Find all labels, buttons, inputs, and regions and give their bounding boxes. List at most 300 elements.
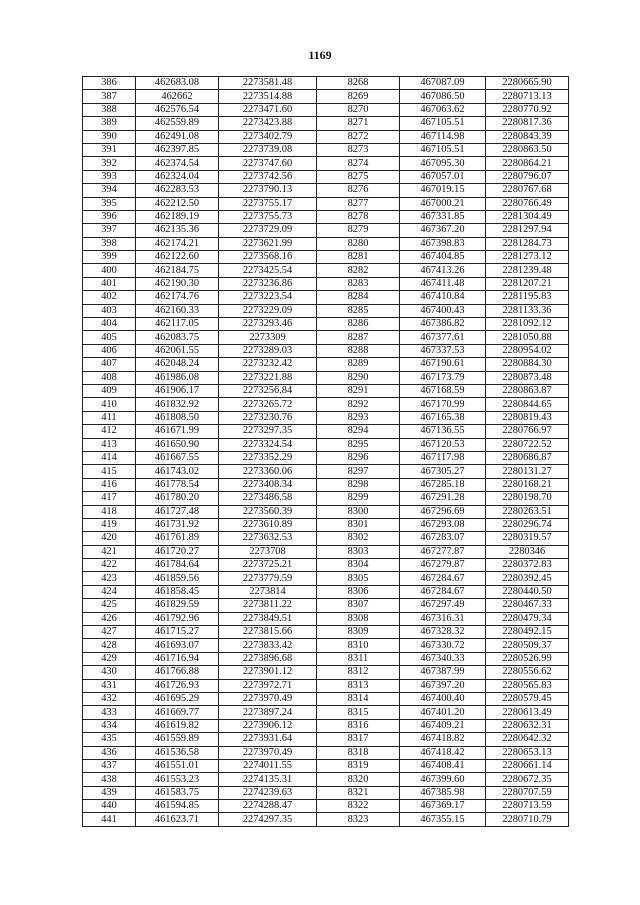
- x-coordinate-cell: 467293.08: [400, 518, 486, 531]
- table-row: [83, 143, 569, 156]
- point-number-cell: 416: [83, 478, 136, 491]
- x-coordinate-cell: 467305.27: [400, 465, 486, 478]
- y-coordinate-cell: 2280168.21: [486, 478, 569, 491]
- point-number-cell: 389: [83, 117, 136, 130]
- page-number: 1169: [308, 48, 332, 62]
- y-coordinate-cell: 2280509.37: [486, 639, 569, 652]
- y-coordinate-cell: 2273708: [219, 545, 317, 558]
- point-number-cell: 8319: [317, 759, 400, 772]
- point-number-cell: 422: [83, 559, 136, 572]
- y-coordinate-cell: 2280766.97: [486, 425, 569, 438]
- point-number-cell: 428: [83, 639, 136, 652]
- point-number-cell: 8299: [317, 492, 400, 505]
- x-coordinate-cell: 461780.20: [136, 492, 219, 505]
- table-row: [83, 157, 569, 170]
- table-row: [83, 572, 569, 585]
- y-coordinate-cell: 2273352.29: [219, 451, 317, 464]
- y-coordinate-cell: 2280346: [486, 545, 569, 558]
- x-coordinate-cell: 467413.26: [400, 264, 486, 277]
- x-coordinate-cell: 462174.76: [136, 291, 219, 304]
- x-coordinate-cell: 462174.21: [136, 237, 219, 250]
- point-number-cell: 8322: [317, 800, 400, 813]
- y-coordinate-cell: 2273970.49: [219, 692, 317, 705]
- table-row: [83, 518, 569, 531]
- x-coordinate-cell: 467418.82: [400, 733, 486, 746]
- point-number-cell: 8317: [317, 733, 400, 746]
- x-coordinate-cell: 462117.05: [136, 318, 219, 331]
- x-coordinate-cell: 467377.61: [400, 331, 486, 344]
- x-coordinate-cell: 462160.33: [136, 304, 219, 317]
- point-number-cell: 392: [83, 157, 136, 170]
- y-coordinate-cell: 2273610.89: [219, 518, 317, 531]
- y-coordinate-cell: 2273906.12: [219, 719, 317, 732]
- point-number-cell: 431: [83, 679, 136, 692]
- x-coordinate-cell: 461858.45: [136, 585, 219, 598]
- table-row: [83, 626, 569, 639]
- point-number-cell: 8271: [317, 117, 400, 130]
- x-coordinate-cell: 461727.48: [136, 505, 219, 518]
- x-coordinate-cell: 467404.85: [400, 251, 486, 264]
- x-coordinate-cell: 467170.99: [400, 398, 486, 411]
- point-number-cell: 390: [83, 130, 136, 143]
- x-coordinate-cell: 461766.88: [136, 666, 219, 679]
- table-row: [83, 318, 569, 331]
- x-coordinate-cell: 467114.98: [400, 130, 486, 143]
- x-coordinate-cell: 462397.85: [136, 143, 219, 156]
- x-coordinate-cell: 461669.77: [136, 706, 219, 719]
- point-number-cell: 408: [83, 371, 136, 384]
- y-coordinate-cell: 2273742.56: [219, 170, 317, 183]
- point-number-cell: 429: [83, 652, 136, 665]
- y-coordinate-cell: 2273581.48: [219, 77, 317, 90]
- y-coordinate-cell: 2273896.68: [219, 652, 317, 665]
- y-coordinate-cell: 2281133.36: [486, 304, 569, 317]
- y-coordinate-cell: 2280131.27: [486, 465, 569, 478]
- table-row: [83, 304, 569, 317]
- point-number-cell: 398: [83, 237, 136, 250]
- y-coordinate-cell: 2273972.71: [219, 679, 317, 692]
- y-coordinate-cell: 2280665.90: [486, 77, 569, 90]
- point-number-cell: 8308: [317, 612, 400, 625]
- point-number-cell: 8313: [317, 679, 400, 692]
- point-number-cell: 8282: [317, 264, 400, 277]
- point-number-cell: 439: [83, 786, 136, 799]
- point-number-cell: 425: [83, 599, 136, 612]
- point-number-cell: 432: [83, 692, 136, 705]
- x-coordinate-cell: 467408.41: [400, 759, 486, 772]
- table-row: [83, 465, 569, 478]
- y-coordinate-cell: 2273425.54: [219, 264, 317, 277]
- y-coordinate-cell: 2281050.88: [486, 331, 569, 344]
- y-coordinate-cell: 2273621.99: [219, 237, 317, 250]
- x-coordinate-cell: 467401.20: [400, 706, 486, 719]
- x-coordinate-cell: 467367.20: [400, 224, 486, 237]
- point-number-cell: 395: [83, 197, 136, 210]
- point-number-cell: 391: [83, 143, 136, 156]
- x-coordinate-cell: 467316.31: [400, 612, 486, 625]
- x-coordinate-cell: 461559.89: [136, 733, 219, 746]
- point-number-cell: 8291: [317, 384, 400, 397]
- x-coordinate-cell: 461761.89: [136, 532, 219, 545]
- y-coordinate-cell: 2273739.08: [219, 143, 317, 156]
- y-coordinate-cell: 2274011.55: [219, 759, 317, 772]
- table-row: [83, 759, 569, 772]
- x-coordinate-cell: 467117.98: [400, 451, 486, 464]
- x-coordinate-cell: 467409.21: [400, 719, 486, 732]
- table-row: [83, 800, 569, 813]
- x-coordinate-cell: 461906.17: [136, 384, 219, 397]
- table-row: [83, 652, 569, 665]
- table-row: [83, 331, 569, 344]
- point-number-cell: 404: [83, 318, 136, 331]
- point-number-cell: 400: [83, 264, 136, 277]
- x-coordinate-cell: 467057.01: [400, 170, 486, 183]
- point-number-cell: 8314: [317, 692, 400, 705]
- x-coordinate-cell: 461667.55: [136, 451, 219, 464]
- y-coordinate-cell: 2280661.14: [486, 759, 569, 772]
- y-coordinate-cell: 2280296.74: [486, 518, 569, 531]
- point-number-cell: 8307: [317, 599, 400, 612]
- y-coordinate-cell: 2273232.42: [219, 358, 317, 371]
- point-number-cell: 8296: [317, 451, 400, 464]
- y-coordinate-cell: 2280579.45: [486, 692, 569, 705]
- table-row: [83, 398, 569, 411]
- table-row: [83, 384, 569, 397]
- y-coordinate-cell: 2273931.64: [219, 733, 317, 746]
- y-coordinate-cell: 2273309: [219, 331, 317, 344]
- point-number-cell: 8273: [317, 143, 400, 156]
- x-coordinate-cell: 461808.50: [136, 411, 219, 424]
- table-row: [83, 612, 569, 625]
- table-row: [83, 492, 569, 505]
- point-number-cell: 423: [83, 572, 136, 585]
- y-coordinate-cell: 2280767.68: [486, 184, 569, 197]
- point-number-cell: 436: [83, 746, 136, 759]
- point-number-cell: 415: [83, 465, 136, 478]
- table-row: [83, 559, 569, 572]
- y-coordinate-cell: 2273560.39: [219, 505, 317, 518]
- table-row: [83, 291, 569, 304]
- x-coordinate-cell: 467291.28: [400, 492, 486, 505]
- y-coordinate-cell: 2280440.50: [486, 585, 569, 598]
- y-coordinate-cell: 2273265.72: [219, 398, 317, 411]
- table-row: [83, 344, 569, 357]
- y-coordinate-cell: 2280864.21: [486, 157, 569, 170]
- point-number-cell: 8284: [317, 291, 400, 304]
- y-coordinate-cell: 2280954.02: [486, 344, 569, 357]
- x-coordinate-cell: 461693.07: [136, 639, 219, 652]
- point-number-cell: 410: [83, 398, 136, 411]
- y-coordinate-cell: 2280796.07: [486, 170, 569, 183]
- table-row: [83, 639, 569, 652]
- x-coordinate-cell: 461553.23: [136, 773, 219, 786]
- y-coordinate-cell: 2280686.87: [486, 451, 569, 464]
- x-coordinate-cell: 461536.58: [136, 746, 219, 759]
- table-row: [83, 666, 569, 679]
- y-coordinate-cell: 2280526.99: [486, 652, 569, 665]
- table-row: [83, 532, 569, 545]
- x-coordinate-cell: 467019.15: [400, 184, 486, 197]
- point-number-cell: 440: [83, 800, 136, 813]
- y-coordinate-cell: 2273293.46: [219, 318, 317, 331]
- y-coordinate-cell: 2273256.84: [219, 384, 317, 397]
- point-number-cell: 441: [83, 813, 136, 826]
- x-coordinate-cell: 467328.32: [400, 626, 486, 639]
- x-coordinate-cell: 462083.75: [136, 331, 219, 344]
- table-row: [83, 103, 569, 116]
- x-coordinate-cell: 467331.85: [400, 210, 486, 223]
- x-coordinate-cell: 467165.38: [400, 411, 486, 424]
- table-row: [83, 358, 569, 371]
- x-coordinate-cell: 462324.04: [136, 170, 219, 183]
- y-coordinate-cell: 2280613.49: [486, 706, 569, 719]
- point-number-cell: 8289: [317, 358, 400, 371]
- x-coordinate-cell: 461832.92: [136, 398, 219, 411]
- point-number-cell: 8294: [317, 425, 400, 438]
- y-coordinate-cell: 2273970.49: [219, 746, 317, 759]
- table-row: [83, 170, 569, 183]
- y-coordinate-cell: 2281297.94: [486, 224, 569, 237]
- y-coordinate-cell: 2273568.16: [219, 251, 317, 264]
- x-coordinate-cell: 467400.43: [400, 304, 486, 317]
- point-number-cell: 426: [83, 612, 136, 625]
- point-number-cell: 8272: [317, 130, 400, 143]
- point-number-cell: 414: [83, 451, 136, 464]
- point-number-cell: 434: [83, 719, 136, 732]
- y-coordinate-cell: 2280467.33: [486, 599, 569, 612]
- point-number-cell: 8312: [317, 666, 400, 679]
- point-number-cell: 8283: [317, 277, 400, 290]
- point-number-cell: 424: [83, 585, 136, 598]
- table-row: [83, 719, 569, 732]
- y-coordinate-cell: 2280770.92: [486, 103, 569, 116]
- x-coordinate-cell: 461778.54: [136, 478, 219, 491]
- point-number-cell: 8301: [317, 518, 400, 531]
- x-coordinate-cell: 462283.53: [136, 184, 219, 197]
- y-coordinate-cell: 2273236.86: [219, 277, 317, 290]
- y-coordinate-cell: 2280263.51: [486, 505, 569, 518]
- point-number-cell: 8309: [317, 626, 400, 639]
- point-number-cell: 435: [83, 733, 136, 746]
- table-row: [83, 451, 569, 464]
- table-row: [83, 585, 569, 598]
- point-number-cell: 8318: [317, 746, 400, 759]
- table-row: [83, 505, 569, 518]
- y-coordinate-cell: 2273901.12: [219, 666, 317, 679]
- y-coordinate-cell: 2273514.88: [219, 90, 317, 103]
- y-coordinate-cell: 2281273.12: [486, 251, 569, 264]
- point-number-cell: 8310: [317, 639, 400, 652]
- point-number-cell: 8302: [317, 532, 400, 545]
- y-coordinate-cell: 2280722.52: [486, 438, 569, 451]
- point-number-cell: 419: [83, 518, 136, 531]
- y-coordinate-cell: 2281207.21: [486, 277, 569, 290]
- table-row: [83, 371, 569, 384]
- x-coordinate-cell: 462212.50: [136, 197, 219, 210]
- x-coordinate-cell: 467399.60: [400, 773, 486, 786]
- y-coordinate-cell: 2273729.09: [219, 224, 317, 237]
- point-number-cell: 413: [83, 438, 136, 451]
- point-number-cell: 8303: [317, 545, 400, 558]
- point-number-cell: 387: [83, 90, 136, 103]
- point-number-cell: 8270: [317, 103, 400, 116]
- y-coordinate-cell: 2281195.83: [486, 291, 569, 304]
- point-number-cell: 8276: [317, 184, 400, 197]
- x-coordinate-cell: 462122.60: [136, 251, 219, 264]
- table-row: [83, 411, 569, 424]
- point-number-cell: 418: [83, 505, 136, 518]
- y-coordinate-cell: 2273230.76: [219, 411, 317, 424]
- x-coordinate-cell: 467120.53: [400, 438, 486, 451]
- table-row: [83, 706, 569, 719]
- y-coordinate-cell: 2273815.66: [219, 626, 317, 639]
- x-coordinate-cell: 467337.53: [400, 344, 486, 357]
- table-row: [83, 77, 569, 90]
- point-number-cell: 8268: [317, 77, 400, 90]
- point-number-cell: 403: [83, 304, 136, 317]
- y-coordinate-cell: 2280392.45: [486, 572, 569, 585]
- x-coordinate-cell: 467087.09: [400, 77, 486, 90]
- x-coordinate-cell: 461743.02: [136, 465, 219, 478]
- point-number-cell: 8287: [317, 331, 400, 344]
- y-coordinate-cell: 2273632.53: [219, 532, 317, 545]
- point-number-cell: 8274: [317, 157, 400, 170]
- point-number-cell: 8320: [317, 773, 400, 786]
- x-coordinate-cell: 461715.27: [136, 626, 219, 639]
- point-number-cell: 407: [83, 358, 136, 371]
- point-number-cell: 8286: [317, 318, 400, 331]
- y-coordinate-cell: 2280863.50: [486, 143, 569, 156]
- y-coordinate-cell: 2280817.36: [486, 117, 569, 130]
- point-number-cell: 409: [83, 384, 136, 397]
- y-coordinate-cell: 2273221.88: [219, 371, 317, 384]
- y-coordinate-cell: 2280707.59: [486, 786, 569, 799]
- x-coordinate-cell: 467330.72: [400, 639, 486, 652]
- table-row: [83, 786, 569, 799]
- table-row: [83, 478, 569, 491]
- x-coordinate-cell: 467283.07: [400, 532, 486, 545]
- y-coordinate-cell: 2273297.35: [219, 425, 317, 438]
- x-coordinate-cell: 467398.83: [400, 237, 486, 250]
- point-number-cell: 8321: [317, 786, 400, 799]
- point-number-cell: 8280: [317, 237, 400, 250]
- point-number-cell: 430: [83, 666, 136, 679]
- x-coordinate-cell: 467386.82: [400, 318, 486, 331]
- point-number-cell: 386: [83, 77, 136, 90]
- x-coordinate-cell: 461859.56: [136, 572, 219, 585]
- table-row: [83, 90, 569, 103]
- x-coordinate-cell: 462374.54: [136, 157, 219, 170]
- y-coordinate-cell: 2273360.06: [219, 465, 317, 478]
- point-number-cell: 433: [83, 706, 136, 719]
- point-number-cell: 8316: [317, 719, 400, 732]
- y-coordinate-cell: 2273747.60: [219, 157, 317, 170]
- point-number-cell: 8278: [317, 210, 400, 223]
- point-number-cell: 411: [83, 411, 136, 424]
- table-row: [83, 733, 569, 746]
- table-row: [83, 599, 569, 612]
- x-coordinate-cell: 462576.54: [136, 103, 219, 116]
- x-coordinate-cell: 461829.59: [136, 599, 219, 612]
- x-coordinate-cell: 462559.89: [136, 117, 219, 130]
- point-number-cell: 393: [83, 170, 136, 183]
- point-number-cell: 8305: [317, 572, 400, 585]
- table-row: [83, 692, 569, 705]
- point-number-cell: 405: [83, 331, 136, 344]
- point-number-cell: 401: [83, 277, 136, 290]
- y-coordinate-cell: 2273423.88: [219, 117, 317, 130]
- x-coordinate-cell: 467190.61: [400, 358, 486, 371]
- y-coordinate-cell: 2280884.30: [486, 358, 569, 371]
- x-coordinate-cell: 462662: [136, 90, 219, 103]
- y-coordinate-cell: 2280556.62: [486, 666, 569, 679]
- coordinates-table: [82, 76, 569, 827]
- y-coordinate-cell: 2281304.49: [486, 210, 569, 223]
- y-coordinate-cell: 2280713.13: [486, 90, 569, 103]
- y-coordinate-cell: 2273223.54: [219, 291, 317, 304]
- point-number-cell: 8288: [317, 344, 400, 357]
- point-number-cell: 8298: [317, 478, 400, 491]
- x-coordinate-cell: 462135.36: [136, 224, 219, 237]
- x-coordinate-cell: 461731.92: [136, 518, 219, 531]
- y-coordinate-cell: 2273229.09: [219, 304, 317, 317]
- x-coordinate-cell: 461720.27: [136, 545, 219, 558]
- point-number-cell: 8297: [317, 465, 400, 478]
- x-coordinate-cell: 462048.24: [136, 358, 219, 371]
- y-coordinate-cell: 2280319.57: [486, 532, 569, 545]
- point-number-cell: 417: [83, 492, 136, 505]
- table-row: [83, 117, 569, 130]
- x-coordinate-cell: 467277.87: [400, 545, 486, 558]
- table-row: [83, 425, 569, 438]
- table-row: [83, 545, 569, 558]
- y-coordinate-cell: 2280710.79: [486, 813, 569, 826]
- y-coordinate-cell: 2280844.65: [486, 398, 569, 411]
- x-coordinate-cell: 462189.19: [136, 210, 219, 223]
- point-number-cell: 427: [83, 626, 136, 639]
- x-coordinate-cell: 461986.08: [136, 371, 219, 384]
- y-coordinate-cell: 2280863.87: [486, 384, 569, 397]
- table-row: [83, 210, 569, 223]
- point-number-cell: 412: [83, 425, 136, 438]
- point-number-cell: 438: [83, 773, 136, 786]
- x-coordinate-cell: 467284.67: [400, 572, 486, 585]
- x-coordinate-cell: 467387.99: [400, 666, 486, 679]
- y-coordinate-cell: 2280198.70: [486, 492, 569, 505]
- y-coordinate-cell: 2273755.17: [219, 197, 317, 210]
- point-number-cell: 8279: [317, 224, 400, 237]
- table-row: [83, 813, 569, 826]
- x-coordinate-cell: 461650.90: [136, 438, 219, 451]
- table-row: [83, 264, 569, 277]
- x-coordinate-cell: 467355.15: [400, 813, 486, 826]
- table-body: [83, 77, 569, 827]
- x-coordinate-cell: 467410.84: [400, 291, 486, 304]
- y-coordinate-cell: 2280372.83: [486, 559, 569, 572]
- x-coordinate-cell: 462683.08: [136, 77, 219, 90]
- point-number-cell: 8281: [317, 251, 400, 264]
- table-row: [83, 237, 569, 250]
- x-coordinate-cell: 467105.51: [400, 117, 486, 130]
- y-coordinate-cell: 2273811.22: [219, 599, 317, 612]
- y-coordinate-cell: 2273814: [219, 585, 317, 598]
- point-number-cell: 8304: [317, 559, 400, 572]
- point-number-cell: 8306: [317, 585, 400, 598]
- y-coordinate-cell: 2280843.39: [486, 130, 569, 143]
- x-coordinate-cell: 467173.79: [400, 371, 486, 384]
- point-number-cell: 8277: [317, 197, 400, 210]
- table-row: [83, 679, 569, 692]
